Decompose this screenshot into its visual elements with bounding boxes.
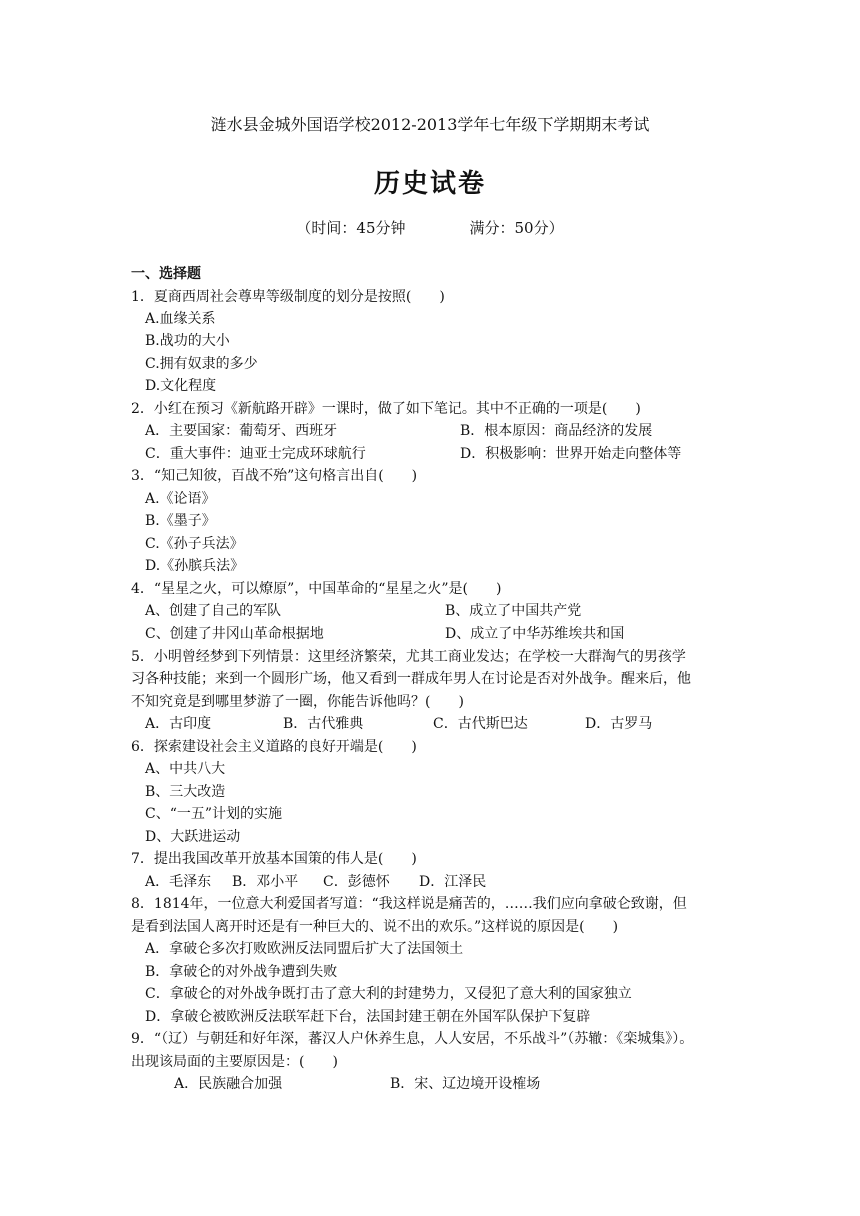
- question-option: B.战功的大小: [145, 333, 230, 349]
- question-option: D．拿破仑被欧洲反法联军赶下台，法国封建王朝在外国军队保护下复辟: [145, 1009, 591, 1025]
- question-stem: 不知究竟是到哪里梦游了一圈，你能告诉他吗？( ): [131, 694, 464, 710]
- exam-meta: [0, 218, 860, 238]
- question-stem: 6．探索建设社会主义道路的良好开端是( ): [131, 739, 417, 755]
- question-option: D.《孙膑兵法》: [145, 558, 245, 574]
- question-option: A．毛泽东: [145, 874, 212, 890]
- question-option: A.《论语》: [145, 491, 216, 507]
- question-stem: 1．夏商西周社会尊卑等级制度的划分是按照( ): [131, 289, 445, 305]
- question-option: B.《墨子》: [145, 513, 216, 529]
- question-option: A、创建了自己的军队: [145, 603, 282, 619]
- question-stem: 习各种技能；来到一个圆形广场，他又看到一群成年男人在讨论是否对外战争。醒来后，他: [131, 671, 691, 687]
- question-stem: 8．1814年，一位意大利爱国者写道：“我这样说是痛苦的，……我们应向拿破仑致谢，但: [131, 896, 687, 912]
- question-option: A、中共八大: [145, 761, 226, 777]
- exam-score: 满分：50分）: [469, 219, 564, 237]
- exam-time: （时间：45分钟: [296, 219, 406, 237]
- question-stem: 9．“（辽）与朝廷和好年深，蕃汉人户休养生息，人人安居，不乐战斗”（苏辙：《栾城集》）。: [131, 1031, 694, 1047]
- question-option: D．古罗马: [585, 716, 653, 732]
- question-option: B、三大改造: [145, 784, 226, 800]
- question-stem: 3．“知己知彼，百战不殆”这句格言出自( ): [131, 468, 418, 484]
- question-option: C．古代斯巴达: [433, 716, 528, 732]
- question-stem: 5．小明曾经梦到下列情景：这里经济繁荣，尤其工商业发达；在学校一大群淘气的男孩学: [131, 649, 686, 665]
- question-option: C.《孙子兵法》: [145, 536, 244, 552]
- question-stem: 2．小红在预习《新航路开辟》一课时，做了如下笔记。其中不正确的一项是( ): [131, 401, 641, 417]
- question-stem: 出现该局面的主要原因是：( ): [131, 1054, 338, 1070]
- question-option: D．江泽民: [419, 874, 487, 890]
- question-option: C、“一五”计划的实施: [145, 806, 283, 822]
- question-option: D.文化程度: [145, 378, 217, 394]
- question-option: C．重大事件：迪亚士完成环球航行: [145, 446, 366, 462]
- question-stem: 4．“星星之火，可以燎原”，中国革命的“星星之火”是( ): [131, 581, 502, 597]
- question-option: A．古印度: [145, 716, 212, 732]
- question-option: D、成立了中华苏维埃共和国: [445, 626, 625, 642]
- page-title: 历史试卷: [373, 169, 486, 199]
- question-option: B．拿破仑的对外战争遭到失败: [145, 964, 338, 980]
- question-option: B．宋、辽边境开设榷场: [390, 1076, 541, 1092]
- question-option: A.血缘关系: [145, 311, 216, 327]
- question-option: A．主要国家：葡萄牙、西班牙: [145, 423, 338, 439]
- question-stem: 7．提出我国改革开放基本国策的伟人是( ): [131, 851, 417, 867]
- question-option: C、创建了井冈山革命根据地: [145, 626, 324, 642]
- question-option: C．彭德怀: [323, 874, 390, 890]
- question-option: C．拿破仑的对外战争既打击了意大利的封建势力，又侵犯了意大利的国家独立: [145, 986, 632, 1002]
- question-option: B、成立了中国共产党: [445, 603, 582, 619]
- section-title: 一、选择题: [131, 266, 201, 282]
- question-option: A．拿破仑多次打败欧洲反法同盟后扩大了法国领土: [145, 941, 464, 957]
- question-option: B．邓小平: [232, 874, 299, 890]
- question-option: D．积极影响：世界开始走向整体等: [460, 446, 682, 462]
- question-option: D、大跃进运动: [145, 829, 241, 845]
- question-option: B．古代雅典: [283, 716, 364, 732]
- question-stem: 是看到法国人离开时还是有一种巨大的、说不出的欢乐。”这样说的原因是( ): [131, 919, 619, 935]
- question-option: C.拥有奴隶的多少: [145, 356, 258, 372]
- question-option: B．根本原因：商品经济的发展: [460, 423, 653, 439]
- question-option: A．民族融合加强: [174, 1076, 283, 1092]
- school-line: 涟水县金城外国语学校2012-2013学年七年级下学期期末考试: [210, 115, 650, 134]
